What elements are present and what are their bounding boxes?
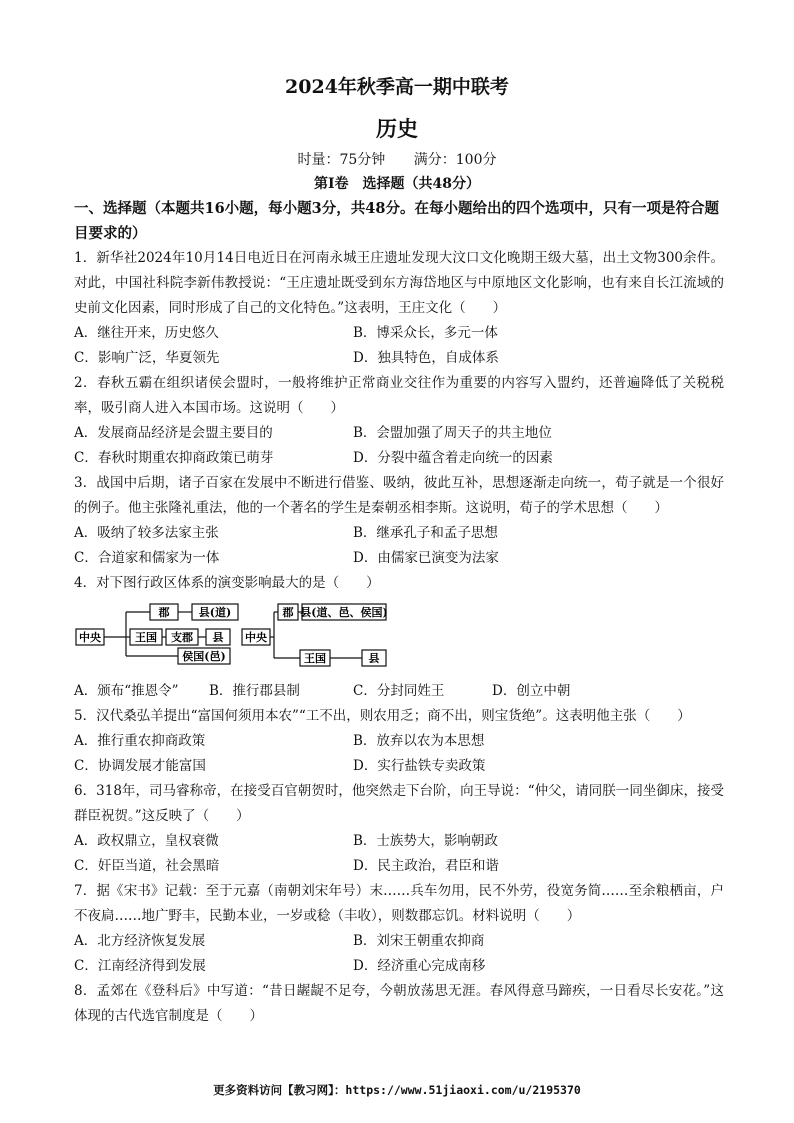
option-c: C．分封同姓王 [353, 683, 445, 699]
diagram-left-center: 中央 [79, 631, 101, 644]
diagram-left-county-top: 县(道) [198, 606, 232, 619]
diagram-left-branch-commandery: 支郡 [171, 631, 193, 644]
diagram-right-units: 县(道、邑、侯国) [300, 606, 388, 619]
option-c: C．江南经济得到发展 [74, 958, 206, 974]
diagram-left [76, 604, 238, 664]
question-4-stem: 4．对下图行政区体系的演变影响最大的是（ ） [74, 575, 380, 591]
diagram-left-marquisate: 侯国(邑) [182, 650, 226, 663]
diagram-left-county-mid: 县 [212, 631, 224, 644]
exam-meta [0, 149, 794, 169]
option-d: D．由儒家已演变为法家 [353, 550, 499, 566]
exam-title: 2024年秋季高一期中联考 [285, 76, 509, 98]
volume-heading: 第Ⅰ卷 选择题（共48分） [313, 176, 481, 192]
option-b: B．放弃以农为本思想 [353, 733, 485, 749]
option-b: B．刘宋王朝重农抑商 [353, 933, 485, 949]
diagram-left-kingdom: 王国 [135, 631, 157, 644]
option-c: C．影响广泛，华夏领先 [74, 350, 220, 366]
question-1-stem: 1．新华社2024年10月14日电近日在河南永城王庄遗址发现大汶口文化晚期王级大墓，出土文物300余件。对此，中国社科院李新伟教授说：“王庄遗址既受到东方海岱地区与中原地区文化影响，也有来自长江流域的史前文化因素，同时形成了自己的文化特色。”这表明，王庄文化（ ） [74, 250, 724, 316]
option-a: A．推行重农抑商政策 [74, 733, 206, 749]
option-c: C．春秋时期重农抑商政策已萌芽 [74, 450, 274, 466]
diagram-right-kingdom: 王国 [304, 652, 326, 665]
option-b: B．继承孔子和孟子思想 [353, 525, 498, 541]
diagram-right [242, 604, 388, 666]
option-a: A．发展商品经济是会盟主要目的 [74, 425, 273, 441]
option-b: B．会盟加强了周天子的共主地位 [353, 425, 552, 441]
option-b: B．博采众长，多元一体 [353, 325, 498, 341]
administrative-system-diagram [74, 600, 394, 672]
option-a: A．继往开来，历史悠久 [74, 325, 219, 341]
option-d: D．创立中朝 [492, 683, 571, 699]
option-c: C．协调发展才能富国 [74, 758, 206, 774]
question-2-stem: 2．春秋五霸在组织诸侯会盟时，一般将维护正常商业交往作为重要的内容写入盟约，还普遍降低了关税税率，吸引商人进入本国市场。这说明（ ） [74, 375, 724, 416]
option-c: C．合道家和儒家为一体 [74, 550, 220, 566]
diagram-right-county: 县 [368, 652, 380, 665]
option-d: D．独具特色，自成体系 [353, 350, 499, 366]
option-d: D．民主政治，君臣和谐 [353, 858, 499, 874]
question-7-stem: 7．据《宋书》记载：至于元嘉（南朝刘宋年号）末……兵车勿用，民不外劳，役宽务简……至余粮栖亩，户不夜扃……地广野丰，民勤本业，一岁或稔（丰收），则数郡忘饥。材料说明（ ） [74, 883, 724, 924]
diagram-right-center: 中央 [245, 631, 267, 644]
diagram-left-commandery: 郡 [158, 606, 170, 619]
section-heading: 一、选择题（本题共16小题，每小题3分，共48分。在每小题给出的四个选项中，只有一项是符合题目要求的） [74, 200, 719, 242]
option-a: A．北方经济恢复发展 [74, 933, 206, 949]
question-5-stem: 5．汉代桑弘羊提出“富国何须用本农”“工不出，则农用乏；商不出，则宝货绝”。这表明他主张（ ） [74, 708, 691, 724]
option-b: B．推行郡县制 [209, 683, 300, 699]
time-limit: 时量：75分钟 [297, 152, 386, 168]
option-d: D．实行盐铁专卖政策 [353, 758, 486, 774]
option-a: A．颁布“推恩令” [74, 683, 179, 699]
option-c: C．奸臣当道，社会黑暗 [74, 858, 220, 874]
option-d: D．经济重心完成南移 [353, 958, 486, 974]
option-d: D．分裂中蕴含着走向统一的因素 [353, 450, 553, 466]
question-6-stem: 6．318年，司马睿称帝，在接受百官朝贺时，他突然走下台阶，向王导说：“仲父，请同朕一同坐御床，接受群臣祝贺。”这反映了（ ） [74, 783, 724, 824]
option-a: A．政权鼎立，皇权衰微 [74, 833, 219, 849]
footer-link[interactable]: 更多资料访问【教习网】：https://www.51jiaoxi.com/u/2195370 [213, 1083, 581, 1097]
question-8-stem: 8．孟郊在《登科后》中写道：“昔日龌龊不足夸，今朝放荡思无涯。春风得意马蹄疾，一日看尽长安花。”这体现的古代选官制度是（ ） [74, 983, 724, 1024]
option-a: A．吸纳了较多法家主张 [74, 525, 219, 541]
question-3-stem: 3．战国中后期，诸子百家在发展中不断进行借鉴、吸纳，彼此互补，思想逐渐走向统一，荀子就是一个很好的例子。他主张隆礼重法，他的一个著名的学生是秦朝丞相李斯。这说明，荀子的学术思想（ ） [74, 475, 724, 516]
full-score: 满分：100分 [413, 152, 497, 168]
subject-title: 历史 [376, 116, 418, 141]
diagram-right-commandery: 郡 [282, 606, 294, 619]
option-b: B．士族势大，影响朝政 [353, 833, 498, 849]
